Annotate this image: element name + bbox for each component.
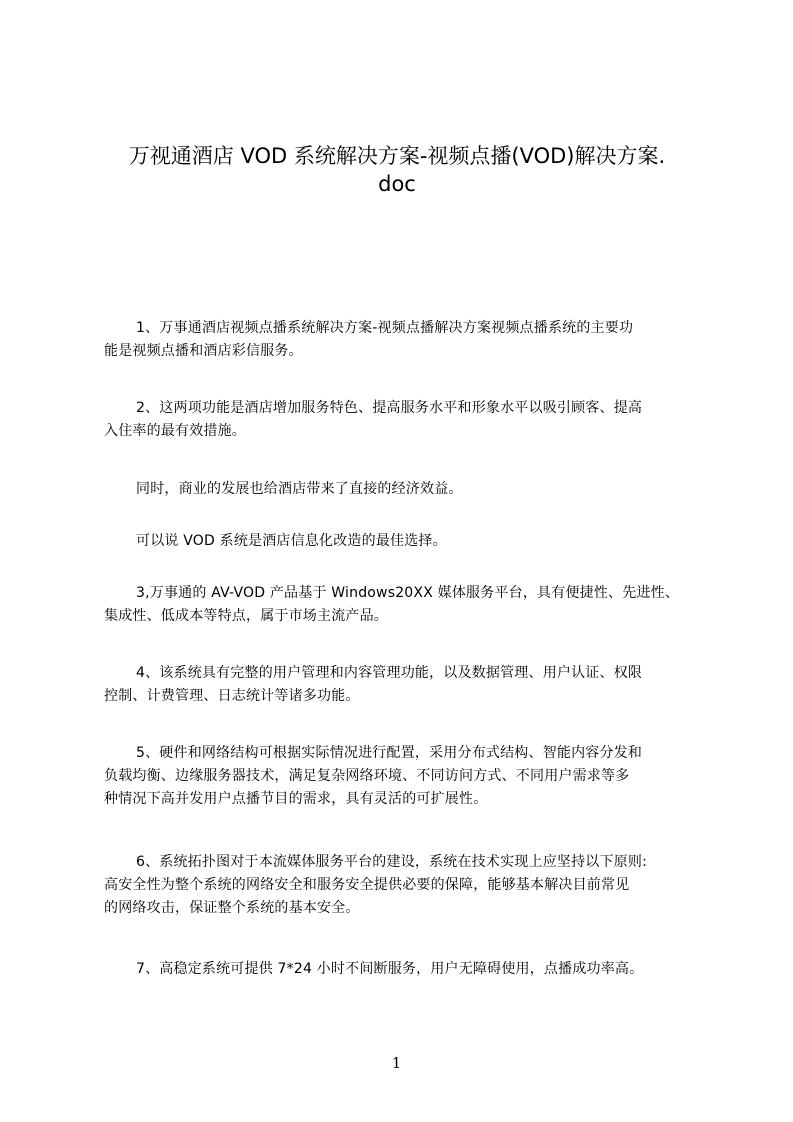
paragraph-line: 集成性、低成本等特点，属于市场主流产品。 (104, 608, 388, 624)
paragraph-9 (104, 958, 708, 981)
paragraph-line: 1、万事通酒店视频点播系统解决方案-视频点播解决方案视频点播系统的主要功 (136, 320, 634, 336)
paragraph-5 (104, 582, 708, 628)
paragraph-line: 同时，商业的发展也给酒店带来了直接的经济效益。 (136, 481, 463, 497)
paragraph-line: 3,万事通的 AV-VOD 产品基于 Windows20XX 媒体服务平台，具有便捷性、先进性、 (136, 585, 680, 601)
paragraph-line: 7、高稳定系统可提供 7*24 小时不间断服务，用户无障碍使用，点播成功率高。 (136, 961, 644, 977)
paragraph-line: 负载均衡、边缘服务器技术，满足复杂网络环境、不同访问方式、不同用户需求等多 (104, 768, 630, 784)
paragraph-7 (104, 742, 708, 811)
paragraph-line: 高安全性为整个系统的网络安全和服务安全提供必要的保障，能够基本解决目前常见 (104, 877, 630, 893)
paragraph-line: 可以说 VOD 系统是酒店信息化改造的最佳选择。 (136, 533, 447, 549)
paragraph-line: 2、这两项功能是酒店增加服务特色、提高服务水平和形象水平以吸引顾客、提高 (136, 400, 643, 416)
paragraph-4 (104, 530, 708, 553)
paragraph-line: 种情况下高并发用户点播节目的需求，具有灵活的可扩展性。 (104, 791, 488, 807)
paragraph-1 (104, 317, 708, 363)
title-line-1: 万视通酒店 VOD 系统解决方案-视频点播(VOD)解决方案. (128, 144, 666, 168)
paragraph-2 (104, 397, 708, 443)
paragraph-8 (104, 851, 708, 920)
paragraph-line: 控制、计费管理、日志统计等诸多功能。 (104, 688, 360, 704)
paragraph-line: 的网络攻击，保证整个系统的基本安全。 (104, 900, 360, 916)
paragraph-6 (104, 662, 708, 708)
page-number: 1 (391, 1054, 402, 1072)
paragraph-line: 入住率的最有效措施。 (104, 423, 246, 439)
paragraph-line: 4、该系统具有完整的用户管理和内容管理功能，以及数据管理、用户认证、权限 (136, 665, 643, 681)
title-line-2: doc (378, 172, 416, 196)
paragraph-3 (104, 478, 708, 501)
document-title (90, 142, 704, 198)
paragraph-line: 6、系统拓扑图对于本流媒体服务平台的建设，系统在技术实现上应坚持以下原则: (136, 854, 648, 870)
paragraph-line: 5、硬件和网络结构可根据实际情况进行配置，采用分布式结构、智能内容分发和 (136, 745, 643, 761)
paragraph-line: 能是视频点播和酒店彩信服务。 (104, 343, 303, 359)
